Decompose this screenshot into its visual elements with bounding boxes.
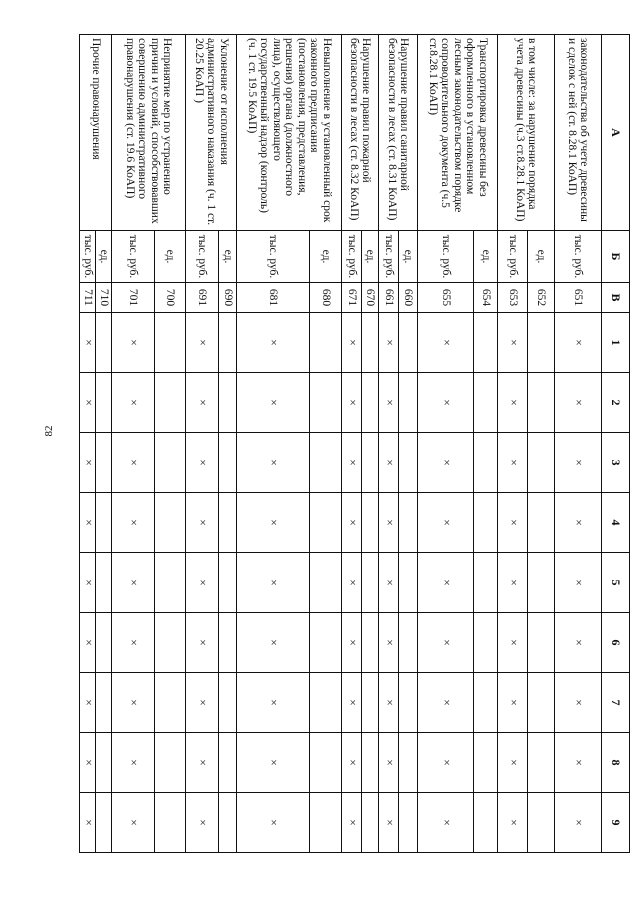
unit-cell: тыс. руб. bbox=[418, 231, 474, 283]
row-description: Транспортировка древесины без оформленного в установленном лесным законодательством порядке сопроводительного документа (ч.5 ст.8.28.1 КоАП) bbox=[418, 35, 498, 231]
value-cell: × bbox=[498, 313, 528, 373]
value-cell: × bbox=[80, 733, 96, 793]
value-cell: × bbox=[418, 313, 474, 373]
value-cell: × bbox=[80, 313, 96, 373]
value-cell: × bbox=[186, 313, 219, 373]
value-cell: × bbox=[342, 613, 362, 673]
value-cell bbox=[155, 613, 186, 673]
value-cell: × bbox=[237, 313, 310, 373]
value-cell: × bbox=[342, 553, 362, 613]
value-cell bbox=[474, 793, 498, 853]
table-row bbox=[362, 35, 379, 853]
row-description: Нарушение правил санитарной безопасности в лесах (ст. 8.31 КоАП) bbox=[379, 35, 418, 231]
value-cell: × bbox=[498, 553, 528, 613]
unit-cell: тыс. руб. bbox=[237, 231, 310, 283]
unit-cell: ед. bbox=[310, 231, 342, 283]
value-cell bbox=[474, 733, 498, 793]
value-cell: × bbox=[418, 733, 474, 793]
value-cell bbox=[362, 313, 379, 373]
value-cell bbox=[528, 553, 555, 613]
value-cell: × bbox=[418, 553, 474, 613]
line-code-cell: 681 bbox=[237, 283, 310, 313]
value-cell bbox=[474, 313, 498, 373]
value-cell bbox=[310, 673, 342, 733]
unit-cell: тыс. руб. bbox=[342, 231, 362, 283]
violations-table bbox=[79, 34, 630, 853]
header-cell: 7 bbox=[602, 673, 630, 733]
unit-cell: ед. bbox=[474, 231, 498, 283]
value-cell bbox=[528, 673, 555, 733]
value-cell bbox=[96, 433, 112, 493]
value-cell: × bbox=[186, 673, 219, 733]
value-cell: × bbox=[112, 613, 155, 673]
value-cell bbox=[155, 733, 186, 793]
table-header-row bbox=[602, 35, 630, 853]
value-cell bbox=[310, 793, 342, 853]
value-cell bbox=[528, 373, 555, 433]
value-cell: × bbox=[112, 433, 155, 493]
line-code-cell: 680 bbox=[310, 283, 342, 313]
value-cell: × bbox=[112, 793, 155, 853]
value-cell bbox=[362, 373, 379, 433]
value-cell bbox=[96, 733, 112, 793]
line-code-cell: 660 bbox=[399, 283, 418, 313]
value-cell bbox=[219, 433, 237, 493]
value-cell bbox=[155, 373, 186, 433]
value-cell bbox=[362, 613, 379, 673]
value-cell bbox=[474, 613, 498, 673]
value-cell: × bbox=[80, 613, 96, 673]
value-cell bbox=[362, 553, 379, 613]
row-description: Уклонение от исполнения административного наказания (ч. 1 ст. 20.25 КоАП ) bbox=[186, 35, 237, 231]
table-row bbox=[474, 35, 498, 853]
header-cell: В bbox=[602, 283, 630, 313]
header-cell: 9 bbox=[602, 793, 630, 853]
header-cell: 4 bbox=[602, 493, 630, 553]
table-row bbox=[219, 35, 237, 853]
row-description: законодательства об учете древесины и сделок с ней (ст. 8.28.1 КоАП) bbox=[555, 35, 602, 231]
value-cell bbox=[474, 373, 498, 433]
value-cell bbox=[362, 733, 379, 793]
value-cell: × bbox=[418, 373, 474, 433]
value-cell bbox=[399, 553, 418, 613]
value-cell: × bbox=[555, 433, 602, 493]
value-cell: × bbox=[418, 613, 474, 673]
value-cell bbox=[528, 793, 555, 853]
value-cell bbox=[310, 553, 342, 613]
value-cell: × bbox=[379, 613, 399, 673]
value-cell bbox=[310, 733, 342, 793]
value-cell: × bbox=[80, 493, 96, 553]
value-cell bbox=[219, 493, 237, 553]
value-cell: × bbox=[186, 493, 219, 553]
value-cell bbox=[399, 493, 418, 553]
value-cell bbox=[362, 493, 379, 553]
value-cell: × bbox=[498, 673, 528, 733]
value-cell bbox=[155, 793, 186, 853]
value-cell: × bbox=[186, 553, 219, 613]
value-cell: × bbox=[112, 313, 155, 373]
value-cell bbox=[528, 493, 555, 553]
value-cell: × bbox=[80, 553, 96, 613]
value-cell: × bbox=[418, 493, 474, 553]
value-cell bbox=[362, 433, 379, 493]
value-cell: × bbox=[555, 553, 602, 613]
value-cell: × bbox=[112, 673, 155, 733]
value-cell: × bbox=[186, 613, 219, 673]
value-cell bbox=[399, 433, 418, 493]
value-cell bbox=[96, 313, 112, 373]
unit-cell: тыс. руб. bbox=[186, 231, 219, 283]
header-cell: 6 bbox=[602, 613, 630, 673]
line-code-cell: 670 bbox=[362, 283, 379, 313]
unit-cell: тыс. руб. bbox=[80, 231, 96, 283]
value-cell: × bbox=[342, 433, 362, 493]
row-description: Невыполнение в установленный срок законного предписания (постановления, представления, решения) органа (должностного лица), осуществляющего государственный надзор (контроль) (ч. 1 ст. 19.5 КоАП) bbox=[237, 35, 342, 231]
value-cell: × bbox=[186, 373, 219, 433]
header-cell: А bbox=[602, 35, 630, 231]
value-cell bbox=[155, 673, 186, 733]
value-cell bbox=[528, 613, 555, 673]
value-cell bbox=[399, 313, 418, 373]
unit-cell: ед. bbox=[155, 231, 186, 283]
line-code-cell: 710 bbox=[96, 283, 112, 313]
header-cell: 5 bbox=[602, 553, 630, 613]
value-cell bbox=[219, 673, 237, 733]
value-cell bbox=[362, 793, 379, 853]
value-cell: × bbox=[418, 433, 474, 493]
value-cell: × bbox=[342, 673, 362, 733]
value-cell bbox=[399, 373, 418, 433]
table-row bbox=[96, 35, 112, 853]
value-cell: × bbox=[237, 433, 310, 493]
unit-cell: тыс. руб. bbox=[498, 231, 528, 283]
value-cell: × bbox=[342, 793, 362, 853]
value-cell bbox=[474, 493, 498, 553]
value-cell: × bbox=[379, 493, 399, 553]
value-cell: × bbox=[498, 433, 528, 493]
value-cell: × bbox=[237, 373, 310, 433]
value-cell bbox=[528, 433, 555, 493]
value-cell bbox=[399, 793, 418, 853]
value-cell: × bbox=[555, 313, 602, 373]
value-cell: × bbox=[498, 733, 528, 793]
value-cell bbox=[96, 793, 112, 853]
value-cell: × bbox=[112, 373, 155, 433]
value-cell bbox=[96, 613, 112, 673]
value-cell bbox=[310, 433, 342, 493]
table-row bbox=[155, 35, 186, 853]
value-cell: × bbox=[112, 493, 155, 553]
rotated-page bbox=[69, 34, 630, 852]
line-code-cell: 655 bbox=[418, 283, 474, 313]
line-code-cell: 700 bbox=[155, 283, 186, 313]
unit-cell: ед. bbox=[362, 231, 379, 283]
unit-cell: ед. bbox=[219, 231, 237, 283]
line-code-cell: 652 bbox=[528, 283, 555, 313]
value-cell bbox=[96, 373, 112, 433]
value-cell: × bbox=[379, 373, 399, 433]
line-code-cell: 671 bbox=[342, 283, 362, 313]
value-cell bbox=[219, 793, 237, 853]
value-cell bbox=[96, 553, 112, 613]
value-cell bbox=[219, 613, 237, 673]
row-description: Нарушение правил пожарной безопасности в лесах (ст. 8.32 КоАП) bbox=[342, 35, 379, 231]
value-cell: × bbox=[555, 613, 602, 673]
value-cell bbox=[474, 673, 498, 733]
line-code-cell: 653 bbox=[498, 283, 528, 313]
value-cell: × bbox=[379, 553, 399, 613]
page-number: 82 bbox=[43, 425, 55, 437]
value-cell bbox=[399, 733, 418, 793]
value-cell bbox=[155, 313, 186, 373]
header-cell: 2 bbox=[602, 373, 630, 433]
value-cell: × bbox=[112, 553, 155, 613]
value-cell bbox=[155, 433, 186, 493]
line-code-cell: 711 bbox=[80, 283, 96, 313]
value-cell: × bbox=[555, 673, 602, 733]
value-cell: × bbox=[80, 433, 96, 493]
value-cell: × bbox=[80, 793, 96, 853]
table-row bbox=[399, 35, 418, 853]
value-cell bbox=[155, 493, 186, 553]
value-cell bbox=[310, 373, 342, 433]
value-cell: × bbox=[342, 373, 362, 433]
value-cell: × bbox=[418, 673, 474, 733]
value-cell bbox=[219, 373, 237, 433]
value-cell: × bbox=[555, 793, 602, 853]
value-cell: × bbox=[237, 613, 310, 673]
value-cell: × bbox=[342, 493, 362, 553]
table-row bbox=[310, 35, 342, 853]
unit-cell: ед. bbox=[399, 231, 418, 283]
value-cell bbox=[474, 553, 498, 613]
value-cell: × bbox=[555, 493, 602, 553]
value-cell: × bbox=[342, 733, 362, 793]
table-row bbox=[555, 35, 602, 853]
value-cell: × bbox=[112, 733, 155, 793]
value-cell: × bbox=[237, 733, 310, 793]
value-cell: × bbox=[379, 313, 399, 373]
value-cell: × bbox=[237, 553, 310, 613]
line-code-cell: 651 bbox=[555, 283, 602, 313]
line-code-cell: 691 bbox=[186, 283, 219, 313]
value-cell bbox=[528, 733, 555, 793]
value-cell bbox=[310, 493, 342, 553]
value-cell: × bbox=[80, 673, 96, 733]
value-cell: × bbox=[418, 793, 474, 853]
line-code-cell: 690 bbox=[219, 283, 237, 313]
value-cell bbox=[399, 673, 418, 733]
unit-cell: ед. bbox=[96, 231, 112, 283]
value-cell bbox=[310, 313, 342, 373]
value-cell bbox=[219, 553, 237, 613]
value-cell bbox=[96, 493, 112, 553]
value-cell: × bbox=[555, 733, 602, 793]
unit-cell: тыс. руб. bbox=[379, 231, 399, 283]
value-cell bbox=[362, 673, 379, 733]
value-cell: × bbox=[186, 793, 219, 853]
unit-cell: тыс. руб. bbox=[555, 231, 602, 283]
value-cell: × bbox=[237, 493, 310, 553]
row-description: Прочие правонарушения bbox=[80, 35, 112, 231]
value-cell: × bbox=[498, 613, 528, 673]
value-cell bbox=[474, 433, 498, 493]
value-cell bbox=[96, 673, 112, 733]
value-cell bbox=[219, 733, 237, 793]
value-cell bbox=[219, 313, 237, 373]
value-cell: × bbox=[186, 433, 219, 493]
row-description: Непринятие мер по устранению причин и условий, способствовавших совершению административного правонарушения (ст. 19.6 КоАП) bbox=[112, 35, 186, 231]
value-cell: × bbox=[498, 373, 528, 433]
value-cell: × bbox=[379, 433, 399, 493]
header-cell: 8 bbox=[602, 733, 630, 793]
value-cell bbox=[155, 553, 186, 613]
value-cell: × bbox=[498, 493, 528, 553]
row-description: в том числе: за нарушение порядка учета древесины (ч.3 ст.8.28.1 КоАП) bbox=[498, 35, 555, 231]
table-row bbox=[528, 35, 555, 853]
value-cell: × bbox=[342, 313, 362, 373]
value-cell bbox=[528, 313, 555, 373]
value-cell bbox=[399, 613, 418, 673]
unit-cell: тыс. руб. bbox=[112, 231, 155, 283]
line-code-cell: 701 bbox=[112, 283, 155, 313]
value-cell: × bbox=[555, 373, 602, 433]
value-cell: × bbox=[80, 373, 96, 433]
header-cell: Б bbox=[602, 231, 630, 283]
header-cell: 1 bbox=[602, 313, 630, 373]
value-cell: × bbox=[237, 793, 310, 853]
line-code-cell: 654 bbox=[474, 283, 498, 313]
value-cell: × bbox=[186, 733, 219, 793]
header-cell: 3 bbox=[602, 433, 630, 493]
value-cell: × bbox=[379, 673, 399, 733]
unit-cell: ед. bbox=[528, 231, 555, 283]
value-cell: × bbox=[379, 793, 399, 853]
value-cell: × bbox=[237, 673, 310, 733]
line-code-cell: 661 bbox=[379, 283, 399, 313]
value-cell bbox=[310, 613, 342, 673]
value-cell: × bbox=[498, 793, 528, 853]
value-cell: × bbox=[379, 733, 399, 793]
